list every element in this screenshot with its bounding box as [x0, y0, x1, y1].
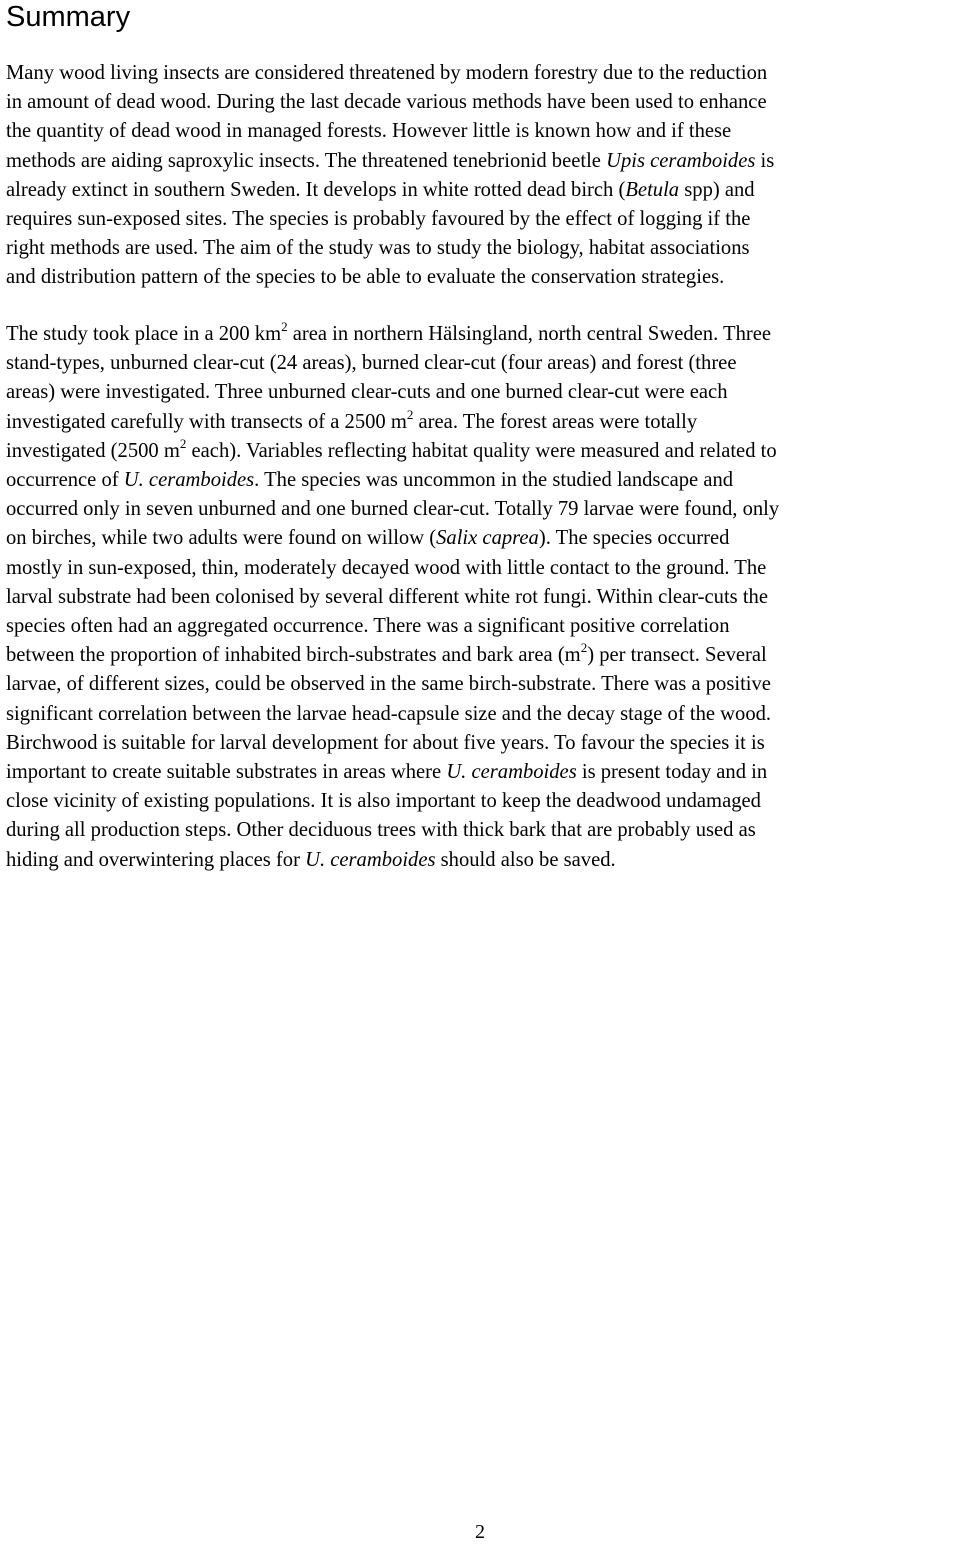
text-line: investigated (2500 $m^2$ each). Variables reflecting habitat quality were measured and related to	[6, 435, 777, 462]
text-line: already extinct in southern Sweden. It develops in white rotted dead birch (Betula spp) and	[6, 178, 755, 201]
species-name: Salix caprea	[436, 527, 539, 550]
text-line: Birchwood is suitable for larval development for about five years. To favour the species it is	[6, 731, 765, 754]
text-line: methods are aiding saproxylic insects. The threatened tenebrionid beetle Upis ceramboides is	[6, 149, 775, 172]
text-line: on birches, while two adults were found on willow (Salix caprea). The species occurred	[6, 527, 730, 550]
text-line: stand-types, unburned clear-cut (24 areas), burned clear-cut (four areas) and forest (three	[6, 352, 737, 375]
text-line: Many wood living insects are considered threatened by modern forestry due to the reduction	[6, 62, 768, 84]
section-heading: Summary	[6, 1, 131, 33]
page-number: 2	[475, 1521, 485, 1543]
text-line: significant correlation between the larvae head-capsule size and the decay stage of the wood.	[6, 702, 772, 725]
summary-paragraph-1	[6, 59, 956, 293]
text-line: mostly in sun-exposed, thin, moderately decayed wood with little contact to the ground. The	[6, 556, 767, 579]
text-line: between the proportion of inhabited birch-substrates and bark area $(m^2)$ per transect. Several	[6, 640, 767, 667]
text-line: and distribution pattern of the species to be able to evaluate the conservation strategies.	[6, 266, 725, 289]
text-line: in amount of dead wood. During the last decade various methods have been used to enhance	[6, 91, 767, 114]
genus-name: Betula	[625, 178, 680, 201]
summary-paragraph-2	[6, 320, 956, 875]
text-line: investigated carefully with transects of a 2500 $m^2$ area. The forest areas were totally	[6, 406, 698, 433]
text-line: the quantity of dead wood in managed forests. However little is known how and if these	[6, 120, 732, 143]
species-name: Upis ceramboides	[606, 149, 756, 172]
text-line: requires sun-exposed sites. The species is probably favoured by the effect of logging if the	[6, 208, 751, 231]
species-name: U. ceramboides	[305, 848, 436, 871]
text-line: during all production steps. Other deciduous trees with thick bark that are probably used as	[6, 819, 756, 842]
text-line: occurrence of U. ceramboides. The species was uncommon in the studied landscape and	[6, 469, 734, 492]
text-line: larval substrate had been colonised by several different white rot fungi. Within clear-cuts the	[6, 585, 768, 608]
text-line: occurred only in seven unburned and one burned clear-cut. Totally 79 larvae were found, only	[6, 498, 780, 521]
species-name: U. ceramboides	[123, 469, 255, 492]
text-line: hiding and overwintering places for U. ceramboides should also be saved.	[6, 848, 616, 871]
species-name: U. ceramboides	[446, 761, 577, 784]
text-line: areas) were investigated. Three unburned clear-cuts and one burned clear-cut were each	[6, 381, 728, 404]
text-line: important to create suitable substrates in areas where U. ceramboides is present today and in	[6, 761, 768, 784]
text-line: right methods are used. The aim of the study was to study the biology, habitat associations	[6, 237, 750, 260]
text-line: species often had an aggregated occurrence. There was a significant positive correlation	[6, 615, 730, 638]
text-line: The study took place in a 200 $km^2$ area in northern Hälsingland, north central Sweden. Three	[6, 319, 772, 345]
text-line: close vicinity of existing populations. It is also important to keep the deadwood undamaged	[6, 790, 761, 813]
text-line: larvae, of different sizes, could be observed in the same birch-substrate. There was a positive	[6, 673, 771, 696]
